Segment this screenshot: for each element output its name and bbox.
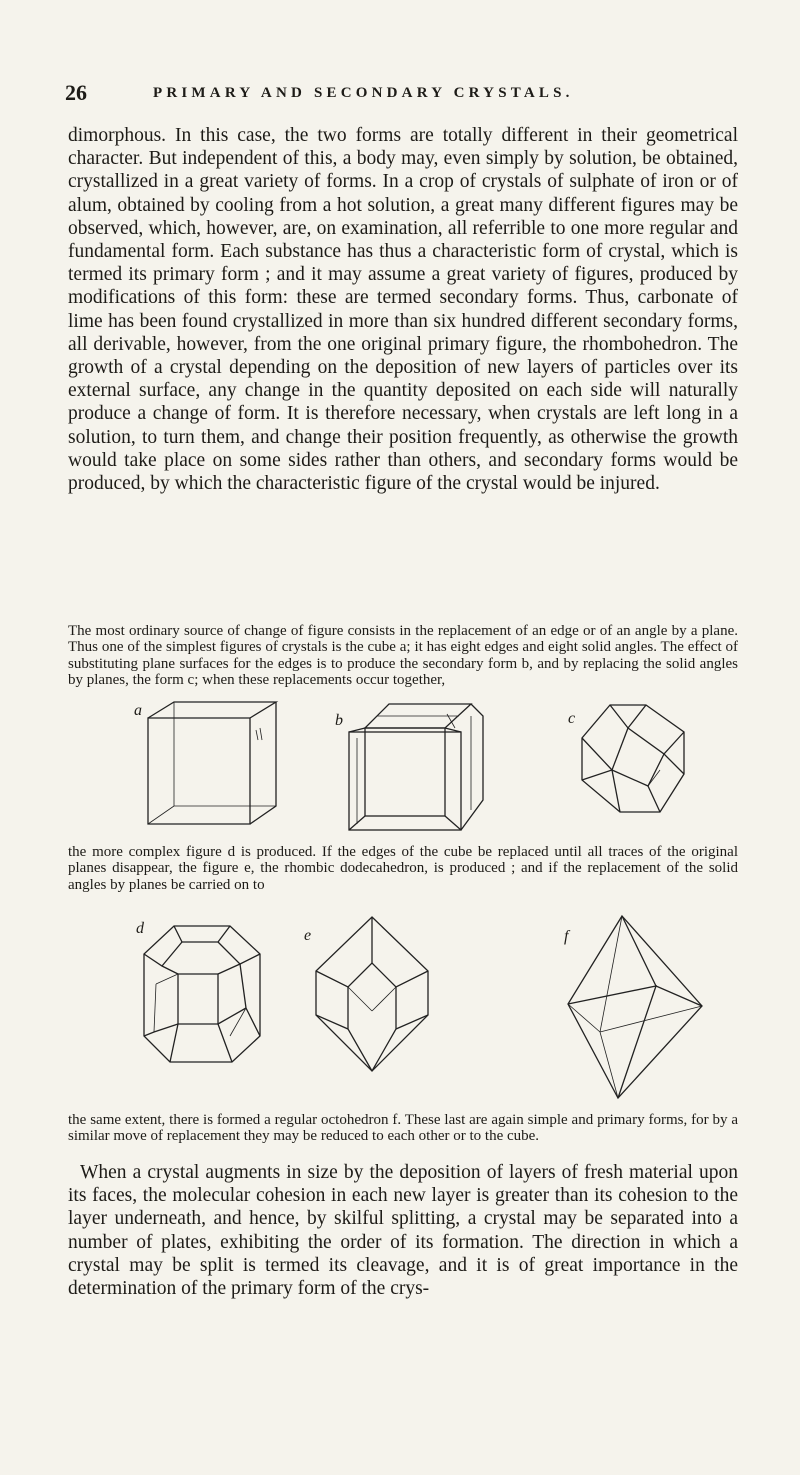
- page-header: [65, 80, 745, 110]
- figure-e-label: e: [304, 927, 312, 944]
- paragraph-cleavage: When a crystal augments in size by the deposition of layers of fresh material upon its faces, the molecular cohesion in each new layer is greater than its cohesion to the layer underneath, and hence, by skilful splitting, a crystal may be separated into a number of plates, exhibiting the order of its formation. The direction in which a crystal may be split is termed its cleavage, and it is of great importance in the determination of the primary form of the crys-: [68, 1162, 738, 1300]
- figure-b-edge-truncated-cube: [335, 698, 490, 838]
- rhombic-dodecahedron-drawing: [300, 915, 440, 1075]
- figure-c-corner-truncated-cube: [568, 700, 718, 840]
- complex-form-drawing: [136, 920, 266, 1070]
- edge-truncated-cube-drawing: [335, 698, 490, 838]
- figure-c-label: c: [568, 710, 576, 727]
- cube-drawing: [134, 700, 284, 830]
- paragraph-octohedron: the same extent, there is formed a regular octohedron f. These last are again simple and primary forms, for by a similar move of replacement they may be reduced to each other or to the cube.: [68, 1112, 738, 1145]
- page-number: 26: [65, 80, 87, 105]
- running-title: PRIMARY AND SECONDARY CRYSTALS.: [153, 85, 574, 101]
- figure-e-rhombic-dodecahedron: [300, 915, 440, 1075]
- figure-d-complex-form: [136, 920, 266, 1070]
- corner-truncated-cube-drawing: [568, 700, 718, 840]
- paragraph-replacement: The most ordinary source of change of figure consists in the replacement of an edge or of an angle by a plane. Thus one of the simplest figures of crystals is the cube a; it has eight edges and eight solid angles. The effect of substituting plane surfaces for the edges is to produce the secondary form b, and by replacing the solid angles by planes, the form c; when these replacements occur together,: [68, 623, 738, 688]
- figure-a-label: a: [134, 702, 142, 719]
- figure-d-label: d: [136, 920, 144, 937]
- figure-f-octohedron: [560, 912, 710, 1102]
- figure-f-label: f: [564, 928, 569, 945]
- figure-b-label: b: [335, 712, 343, 729]
- paragraph-complex-figure: the more complex figure d is produced. If the edges of the cube be replaced until all traces of the original planes disappear, the figure e, the rhombic dodecahedron, is produced ; and if the replacement of the solid angles by planes be carried on to: [68, 844, 738, 893]
- paragraph-dimorphous: dimorphous. In this case, the two forms are totally different in their geometrical character. But independent of this, a body may, even simply by solution, be obtained, crystallized in a great variety of forms. In a crop of crystals of sulphate of iron or of alum, obtained by cooling from a hot solution, a great many different figures may be observed, which, however, are, on examination, all referrible to one more regular and fundamental form. Each substance has thus a characteristic form of crystal, which is termed its primary form ; and it may assume a great variety of figures, produced by modifications of this form: these are termed secondary forms. Thus, carbonate of lime has been found crystallized in more than six hundred different secondary forms, all derivable, however, from the one original primary figure, the rhombohedron. The growth of a crystal depending on the deposition of new layers of particles over its external surface, any change in the quantity deposited on each side will naturally produce a change of form. It is therefore necessary, when crystals are left long in a solution, to turn them, and change their position frequently, as otherwise the growth would take place on some sides rather than others, and secondary forms would be produced, by which the characteristic figure of the crystal would be injured.: [68, 125, 738, 495]
- octohedron-drawing: [560, 912, 710, 1102]
- figure-a-cube: [134, 700, 284, 830]
